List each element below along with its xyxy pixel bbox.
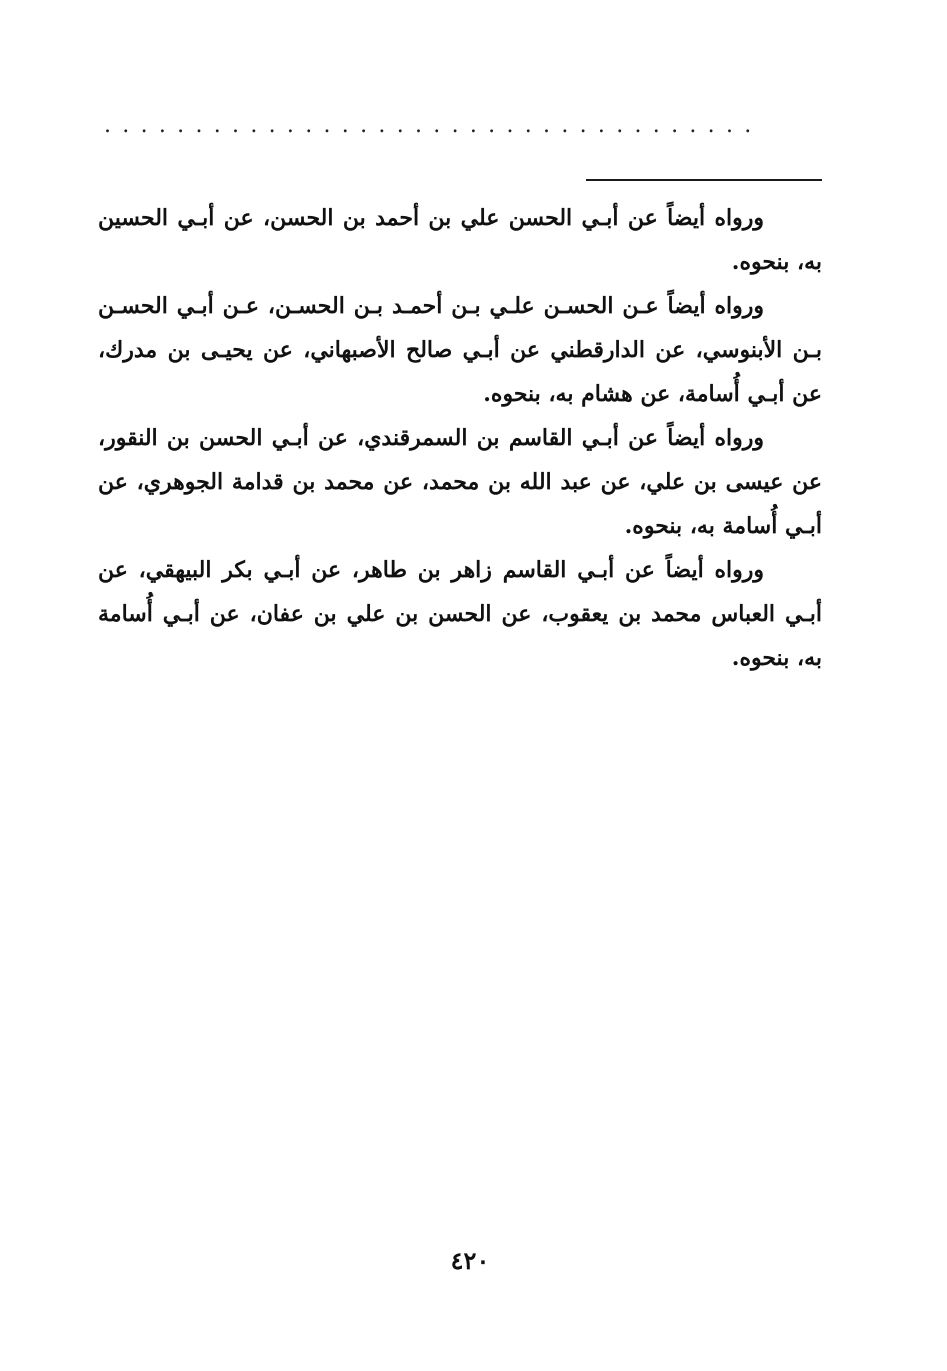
paragraph-3: ورواه أيضاً عن أبـي القاسم بن السمرقندي، عن أبـي الحسن بن النقور، عن عيسى بن علي، عن عبد الله بن محمد، عن محمد بن قدامة الجوهري، عن أبـي أُسامة به، بنحوه. <box>98 425 822 539</box>
page-number: ٤٢٠ <box>450 1246 490 1275</box>
dotted-separator: .................................... <box>104 114 763 138</box>
paragraph-1: ورواه أيضاً عن أبـي الحسن علي بن أحمد بن الحسن، عن أبـي الحسين به، بنحوه. <box>98 205 822 275</box>
footnote-rule <box>586 179 822 181</box>
paragraph-4: ورواه أيضاً عن أبـي القاسم زاهر بن طاهر، عن أبـي بكر البيهقي، عن أبـي العباس محمد بن يعقوب، عن الحسن بن علي بن عفان، عن أبـي أُسامة به، بنحوه. <box>98 557 822 671</box>
main-text <box>98 196 822 680</box>
paragraph-2: ورواه أيضاً عـن الحسـن علـي بـن أحمـد بـن الحسـن، عـن أبـي الحسـن بـن الأبنوسي، عن الدارقطني عن أبـي صالح الأصبهاني، عن يحيـى بن مدرك، عن أبـي أُسامة، عن هشام به، بنحوه. <box>98 293 822 407</box>
